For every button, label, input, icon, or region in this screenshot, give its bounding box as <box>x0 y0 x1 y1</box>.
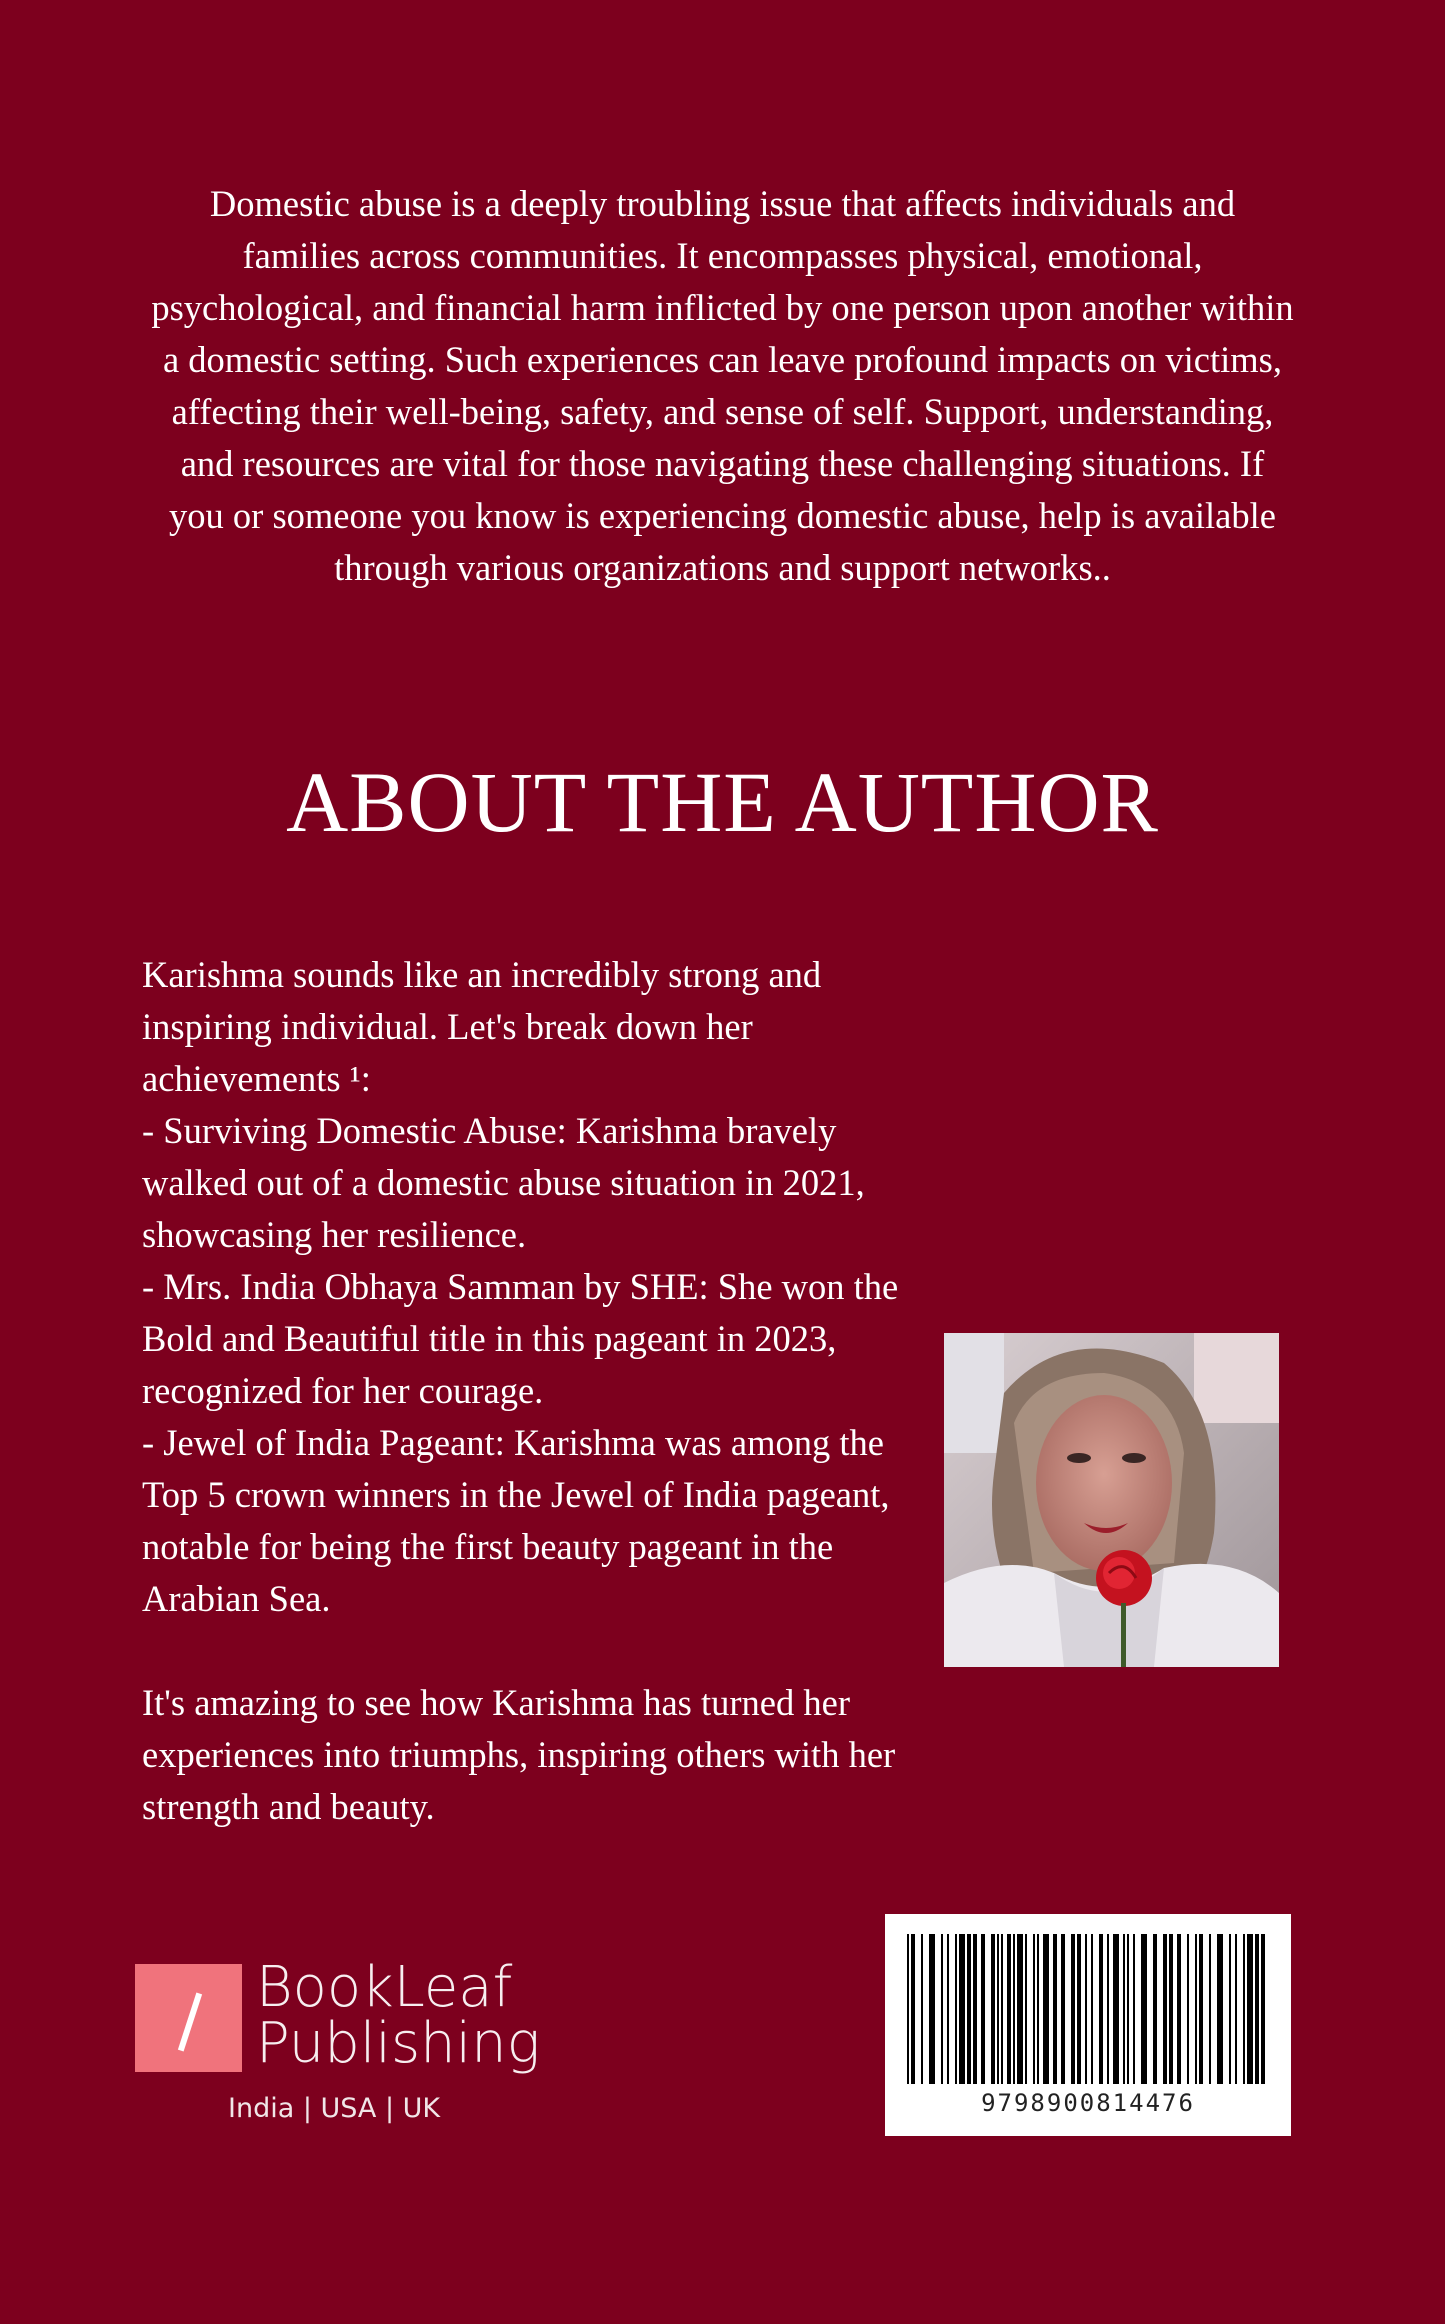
barcode-bar <box>1261 1934 1265 2084</box>
barcode-bar <box>941 1934 943 2084</box>
barcode-bar <box>911 1934 915 2084</box>
blurb-text: Domestic abuse is a deeply troubling issue that affects individuals and families across communities. It encompasses physical, emotional, psychological, and financial harm inflicted by one person upon another within a domestic setting. Such experiences can leave profound impacts on victims, affecting their well-being, safety, and sense of self. Support, understanding, and resources are vital for those navigating these challenging situations. If you or someone you know is experiencing domestic abuse, help is available through various organizations and support networks.. <box>151 183 1294 588</box>
publisher-regions: India | USA | UK <box>228 2093 441 2124</box>
publisher-name-line2: Publishing <box>256 2011 541 2076</box>
barcode-bar <box>981 1934 985 2084</box>
barcode-bar <box>929 1934 935 2084</box>
publisher-logo <box>135 1955 555 2130</box>
author-bio-paragraph-2: It's amazing to see how Karishma has turned her experiences into triumphs, inspiring others with her strength and beauty. <box>142 1682 896 1827</box>
barcode-bar <box>1141 1934 1147 2084</box>
barcode-bar <box>1017 1934 1023 2084</box>
barcode-bar <box>1209 1934 1211 2084</box>
barcode-bar <box>967 1934 971 2084</box>
barcode-bar <box>921 1934 923 2084</box>
barcode-bar <box>1163 1934 1167 2084</box>
barcode-bar <box>1199 1934 1203 2084</box>
barcode-bar <box>1153 1934 1157 2084</box>
barcode-bar <box>1061 1934 1065 2084</box>
about-the-author-heading: ABOUT THE AUTHOR <box>286 754 1159 850</box>
barcode-bar <box>959 1934 965 2084</box>
barcode-bar <box>1053 1934 1057 2084</box>
barcode-bar <box>1001 1934 1003 2084</box>
author-bio <box>142 949 912 1833</box>
barcode-bar <box>947 1934 949 2084</box>
barcode-bar <box>1133 1934 1135 2084</box>
barcode-bar <box>1255 1934 1259 2084</box>
publisher-name-line1: BookLeaf <box>256 1955 513 2020</box>
barcode-bar <box>955 1934 957 2084</box>
barcode-bar <box>1187 1934 1189 2084</box>
barcode-bar <box>1025 1934 1027 2084</box>
barcode-bar <box>997 1934 999 2084</box>
barcode-bar <box>1235 1934 1237 2084</box>
barcode-bar <box>973 1934 977 2084</box>
barcode-bar <box>1217 1934 1223 2084</box>
barcode-bar <box>1107 1934 1109 2084</box>
barcode-bar <box>1077 1934 1081 2084</box>
logo-square-icon <box>135 1964 242 2072</box>
barcode-bar <box>1127 1934 1129 2084</box>
barcode-bar <box>1033 1934 1035 2084</box>
barcode-bar <box>1123 1934 1125 2084</box>
barcode-bar <box>1091 1934 1093 2084</box>
barcode-bar <box>1113 1934 1119 2084</box>
barcode-bar <box>1007 1934 1011 2084</box>
author-portrait-illustration <box>944 1333 1279 1667</box>
barcode-bar <box>907 1934 909 2084</box>
barcode-bar <box>1169 1934 1173 2084</box>
barcode-bar <box>1071 1934 1075 2084</box>
logo-slash-icon <box>178 1993 202 2052</box>
barcode-bar <box>1013 1934 1015 2084</box>
author-bio-paragraph-1: Karishma sounds like an incredibly strong and inspiring individual. Let's break down her achievements ¹: - Surviving Domestic Abuse: Karishma bravely walked out of a domestic abuse situation in 2021, showcasing her resilience. - Mrs. India Obhaya Samman by SHE: She won the Bold and Beautiful title in this pageant in 2023, recognized for her courage. - Jewel of India Pageant: Karishma was among the Top 5 crown winners in the Jewel of India pageant, notable for being the first beauty pageant in the Arabian Sea. <box>142 954 899 1619</box>
barcode-bar <box>1229 1934 1231 2084</box>
barcode-bar <box>1195 1934 1197 2084</box>
barcode-bar <box>991 1934 995 2084</box>
barcode-bars <box>905 1934 1271 2084</box>
barcode-bar <box>1247 1934 1253 2084</box>
isbn-number: 9798900814476 <box>981 2089 1195 2117</box>
barcode-bar <box>1085 1934 1087 2084</box>
barcode-bar <box>1037 1934 1039 2084</box>
isbn-barcode <box>885 1914 1291 2136</box>
barcode-bar <box>1243 1934 1245 2084</box>
author-photo <box>944 1333 1279 1667</box>
barcode-bar <box>1043 1934 1049 2084</box>
barcode-bar <box>1177 1934 1181 2084</box>
barcode-bar <box>1099 1934 1103 2084</box>
